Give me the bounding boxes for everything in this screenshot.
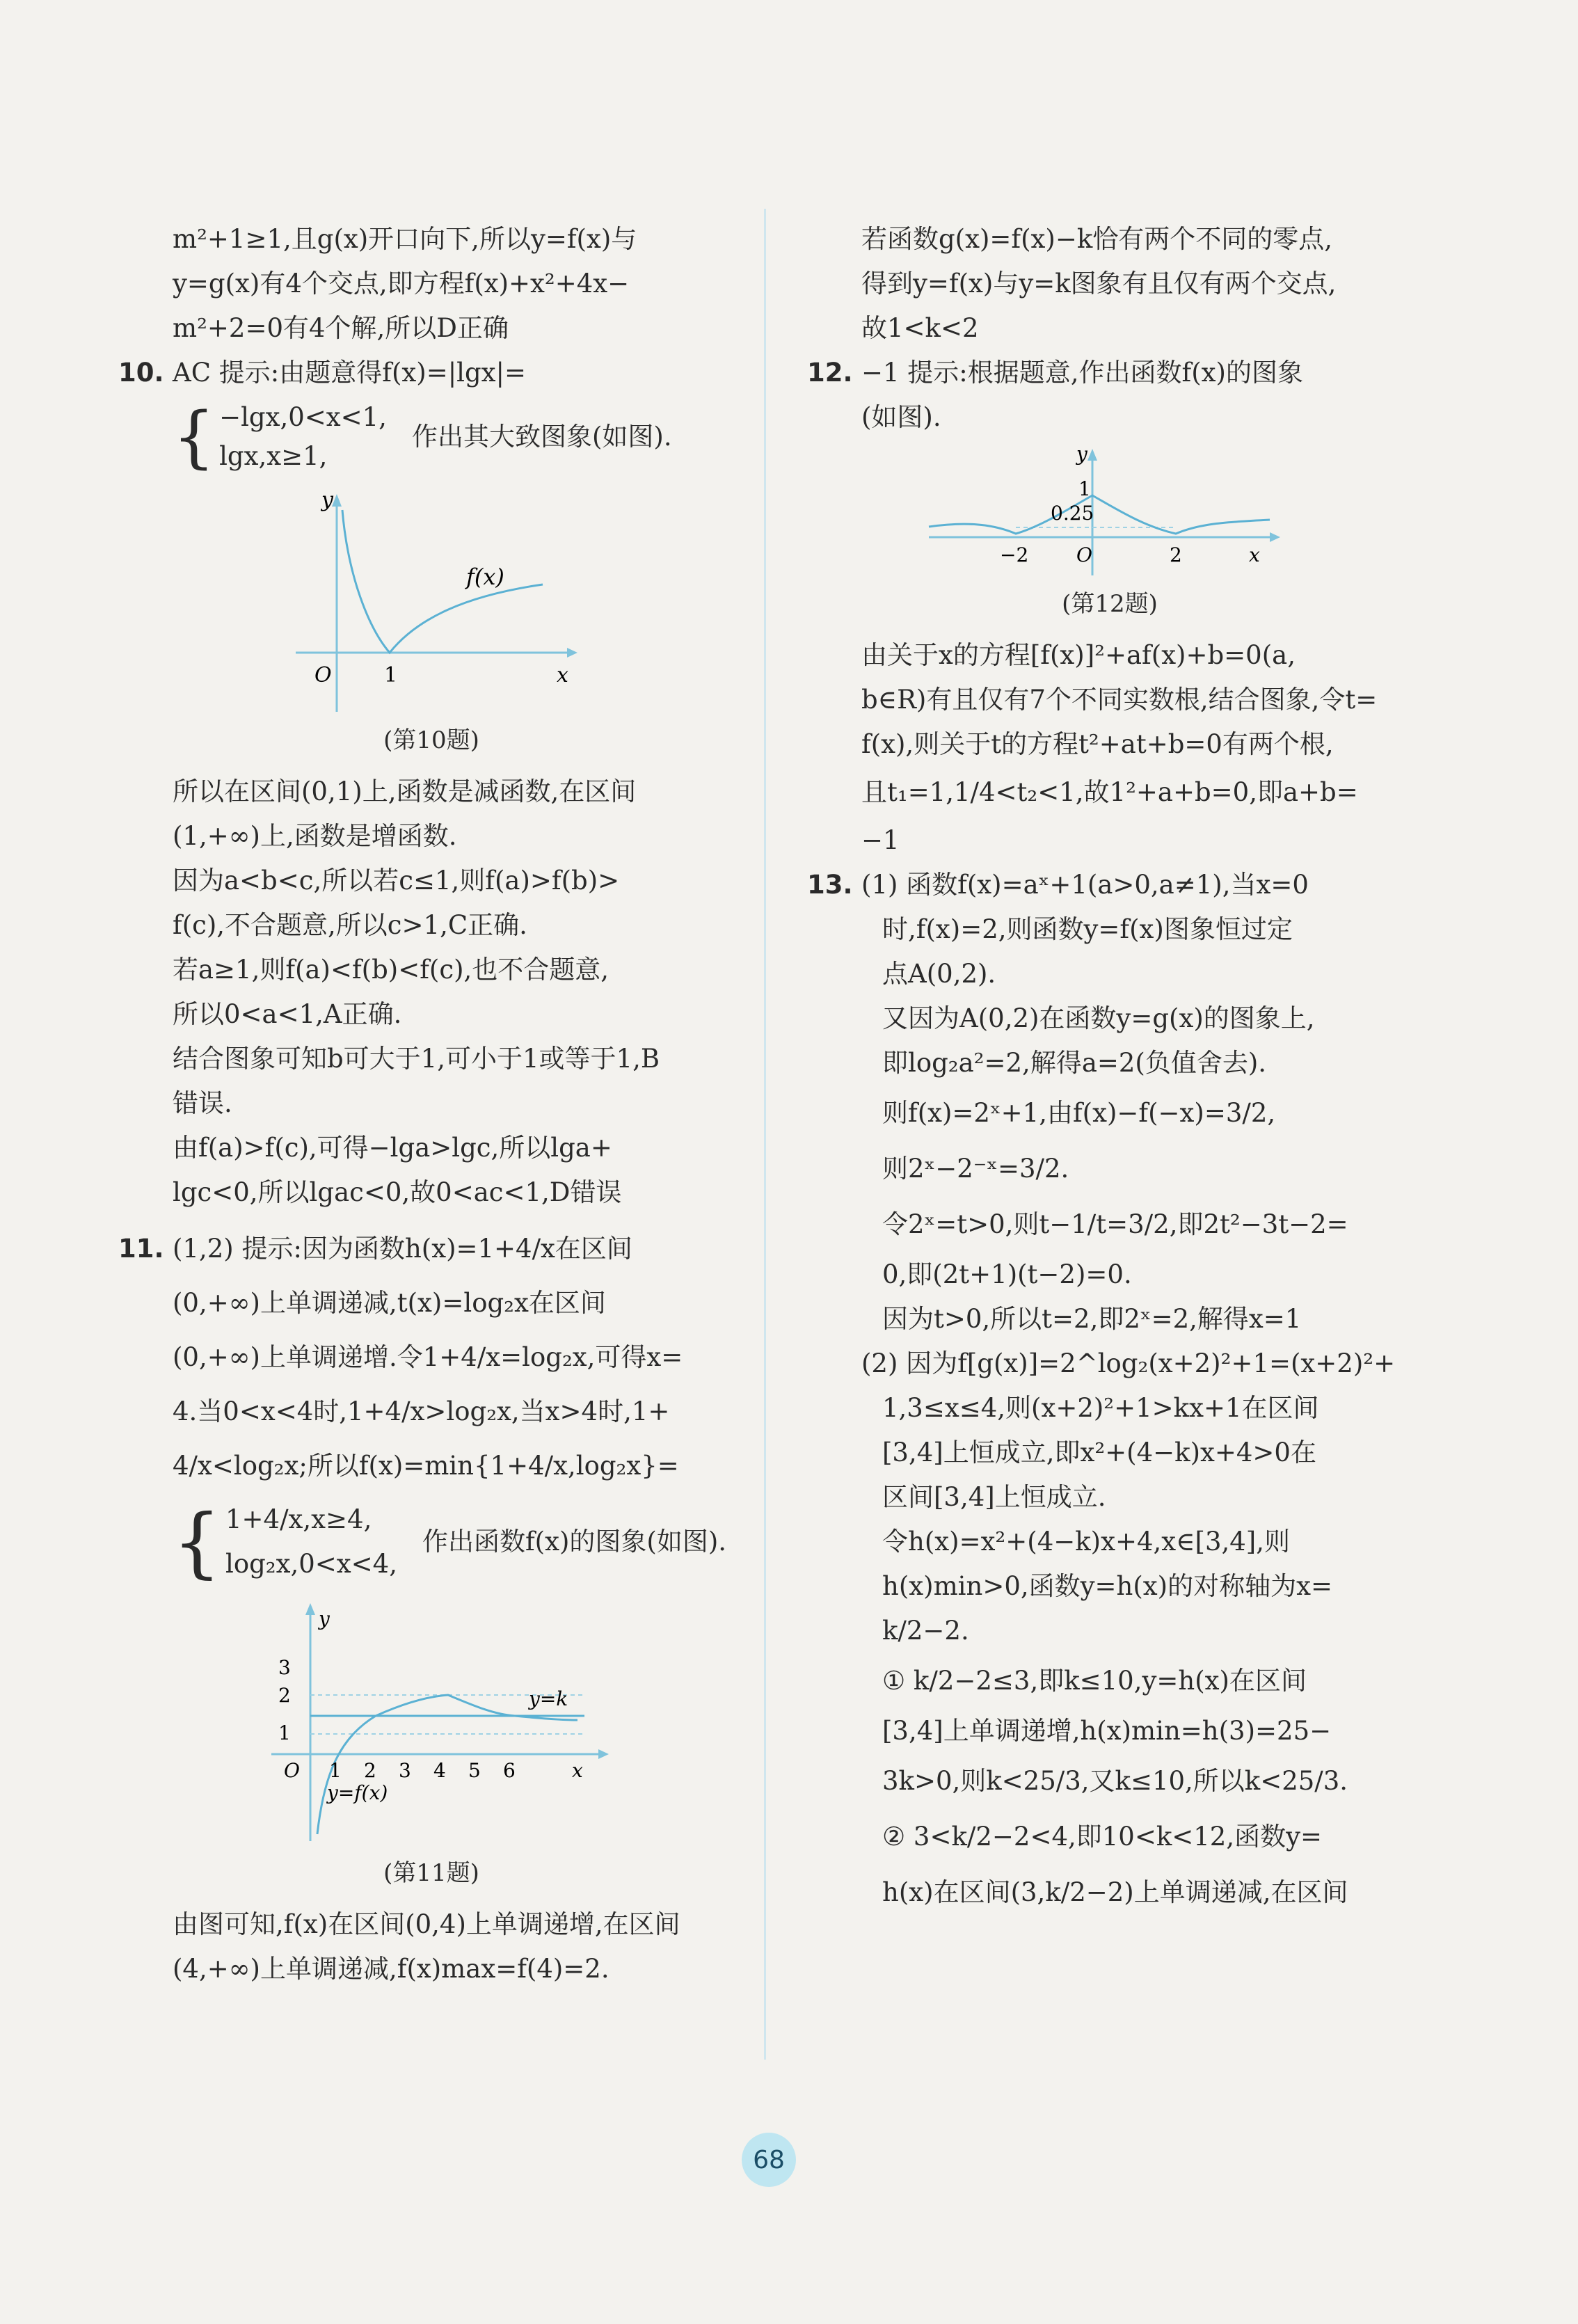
tick-label-x4: 4 — [433, 1759, 446, 1782]
x-axis-arrow — [567, 648, 577, 658]
case-line: log₂x,0<x<4, — [225, 1549, 397, 1579]
q11-number: 11. — [118, 1234, 164, 1264]
text-line: 错误. — [173, 1088, 232, 1118]
text-line: h(x)在区间(3,k/2−2)上单调递减,在区间 — [882, 1877, 1348, 1907]
tick-label-y3: 3 — [278, 1656, 291, 1679]
q10-piecewise — [118, 395, 744, 479]
brace: { — [173, 398, 216, 476]
q12-number: 12. — [807, 358, 853, 388]
text-line: lgc<0,所以lgac<0,故0<ac<1,D错误 — [173, 1177, 622, 1207]
text-line: (1) 函数f(x)=aˣ+1(a>0,a≠1),当x=0 — [861, 870, 1309, 900]
page-number: 68 — [742, 2133, 796, 2187]
text-line: ① k/2−2≤3,即k≤10,y=h(x)在区间 — [882, 1666, 1307, 1696]
text-line: 由关于x的方程[f(x)]²+af(x)+b=0(a, — [861, 640, 1296, 670]
text-line: b∈R)有且仅有7个不同实数根,结合图象,令t= — [861, 685, 1378, 715]
tick-label-1: 1 — [384, 663, 398, 687]
cases — [225, 1497, 397, 1586]
tick-label-1: 1 — [1078, 477, 1091, 500]
figure-caption: (第11题) — [383, 1859, 479, 1887]
text-line: (0,+∞)上单调递减,t(x)=log₂x在区间 — [173, 1288, 606, 1318]
figure-caption: (第10题) — [383, 726, 479, 754]
q10-figure — [278, 479, 584, 715]
text-line: m²+2=0有4个解,所以D正确 — [173, 313, 509, 343]
text-line: ② 3<k/2−2<4,即10<k<12,函数y= — [882, 1822, 1322, 1852]
text-line: (如图). — [861, 402, 941, 432]
text-line: 4.当0<x<4时,1+4/x>log₂x,当x>4时,1+ — [173, 1396, 670, 1426]
axis-label-x: x — [572, 1759, 583, 1782]
q12-head — [807, 351, 1412, 395]
case-line: 1+4/x,x≥4, — [225, 1504, 372, 1534]
text-line: (2) 因为f[g(x)]=2^log₂(x+2)²+1=(x+2)²+ — [861, 1348, 1396, 1378]
q11-piecewise — [118, 1493, 744, 1591]
q11-figure — [250, 1591, 612, 1848]
text-line: 故1<k<2 — [861, 313, 979, 343]
column-divider — [764, 209, 766, 2060]
text-line: [3,4]上恒成立,即x²+(4−k)x+4>0在 — [882, 1438, 1316, 1467]
q10-head-text: AC 提示:由题意得f(x)=|lgx|= — [173, 358, 527, 388]
text-line: (0,+∞)上单调递增.令1+4/x=log₂x,可得x= — [173, 1342, 683, 1372]
text-line: 由f(a)>f(c),可得−lga>lgc,所以lga+ — [173, 1133, 612, 1163]
tick-label-x1: 1 — [329, 1759, 342, 1782]
text-line: 4/x<log₂x;所以f(x)=min{1+4/x,log₂x}= — [173, 1451, 679, 1481]
right-column — [807, 217, 1412, 1920]
axis-label-y: y — [1076, 443, 1087, 465]
origin-label: O — [314, 663, 332, 687]
text-line: [3,4]上单调递增,h(x)min=h(3)=25− — [882, 1716, 1332, 1746]
q11-head — [118, 1222, 744, 1276]
label-y-equals-k: y=k — [529, 1687, 568, 1710]
text-line: 点A(0,2). — [882, 959, 996, 989]
y-axis-arrow — [1087, 449, 1097, 461]
tick-label-x2: 2 — [364, 1759, 376, 1782]
axis-label-y: y — [319, 1607, 330, 1630]
q10-after-cases: 作出其大致图象(如图). — [411, 422, 672, 452]
tick-label-x5: 5 — [468, 1759, 481, 1782]
axis-label-y: y — [321, 488, 333, 512]
left-column — [118, 217, 744, 1991]
axis-label-x: x — [1249, 543, 1260, 566]
text-line: 且t₁=1,1/4<t₂<1,故1²+a+b=0,即a+b= — [861, 777, 1358, 807]
text-line: 所以0<a<1,A正确. — [173, 999, 402, 1029]
q12-head-text: −1 提示:根据题意,作出函数f(x)的图象 — [861, 358, 1303, 388]
text-line: 得到y=f(x)与y=k图象有且仅有两个交点, — [861, 269, 1337, 299]
q11-after-cases: 作出函数f(x)的图象(如图). — [422, 1527, 727, 1557]
brace: { — [173, 1497, 221, 1586]
text-line: 0,即(2t+1)(t−2)=0. — [882, 1259, 1132, 1289]
text-line: 时,f(x)=2,则函数y=f(x)图象恒过定 — [882, 914, 1293, 944]
figure-caption: (第12题) — [1062, 590, 1158, 618]
text-line: 即log₂a²=2,解得a=2(负值舍去). — [882, 1048, 1267, 1078]
q10-head — [118, 351, 744, 395]
text-line: 令2ˣ=t>0,则t−1/t=3/2,即2t²−3t−2= — [882, 1209, 1348, 1239]
text-line: h(x)min>0,函数y=h(x)的对称轴为x= — [882, 1571, 1332, 1601]
text-line: 令h(x)=x²+(4−k)x+4,x∈[3,4],则 — [882, 1527, 1291, 1557]
origin-label: O — [1076, 543, 1092, 566]
text-line: 区间[3,4]上恒成立. — [882, 1482, 1106, 1512]
case-line: −lgx,0<x<1, — [219, 402, 387, 432]
tick-label-x6: 6 — [503, 1759, 516, 1782]
tick-label-x3: 3 — [399, 1759, 411, 1782]
x-axis-arrow — [1270, 532, 1280, 542]
cases — [219, 398, 387, 476]
text-line: 若函数g(x)=f(x)−k恰有两个不同的零点, — [861, 224, 1333, 254]
tick-label-neg2: −2 — [1000, 543, 1029, 566]
text-line: f(x),则关于t的方程t²+at+b=0有两个根, — [861, 729, 1334, 759]
text-line: −1 — [861, 825, 900, 855]
tick-label-2: 2 — [1170, 543, 1182, 566]
tick-label-y1: 1 — [278, 1721, 291, 1744]
y-axis-arrow — [305, 1603, 315, 1615]
axis-label-x: x — [557, 663, 568, 687]
x-axis-arrow — [598, 1749, 609, 1759]
curve-f — [342, 510, 543, 653]
text-line: y=g(x)有4个交点,即方程f(x)+x²+4x− — [173, 269, 630, 299]
q13-head — [807, 863, 1412, 907]
text-line: 则2ˣ−2⁻ˣ=3/2. — [882, 1154, 1069, 1184]
q13-number: 13. — [807, 870, 853, 900]
text-line: 由图可知,f(x)在区间(0,4)上单调递增,在区间 — [173, 1909, 680, 1939]
text-line: 则f(x)=2ˣ+1,由f(x)−f(−x)=3/2, — [882, 1098, 1276, 1128]
text-line: k/2−2. — [882, 1616, 969, 1646]
origin-label: O — [284, 1759, 300, 1782]
text-line: m²+1≥1,且g(x)开口向下,所以y=f(x)与 — [173, 224, 637, 254]
tick-label-0-25: 0.25 — [1051, 502, 1094, 525]
text-line: 1,3≤x≤4,则(x+2)²+1>kx+1在区间 — [882, 1393, 1319, 1423]
text-line: 因为a<b<c,所以若c≤1,则f(a)>f(b)> — [173, 866, 620, 896]
text-line: 3k>0,则k<25/3,又k≤10,所以k<25/3. — [882, 1766, 1348, 1796]
text-line: 若a≥1,则f(a)<f(b)<f(c),也不合题意, — [173, 955, 609, 985]
q12-figure — [922, 440, 1298, 579]
text-line: 所以在区间(0,1)上,函数是减函数,在区间 — [173, 777, 637, 806]
case-line: lgx,x≥1, — [219, 441, 328, 471]
text-line: 因为t>0,所以t=2,即2ˣ=2,解得x=1 — [882, 1304, 1302, 1334]
y-axis-arrow — [332, 494, 342, 507]
curve-f — [929, 495, 1270, 534]
text-line: (1,2) 提示:因为函数h(x)=1+4/x在区间 — [173, 1234, 632, 1264]
curve-label: f(x) — [466, 564, 504, 590]
text-line: 结合图象可知b可大于1,可小于1或等于1,B — [173, 1044, 660, 1074]
text-line: (4,+∞)上单调递减,f(x)max=f(4)=2. — [173, 1954, 609, 1984]
text-line: (1,+∞)上,函数是增函数. — [173, 821, 457, 851]
text-line: f(c),不合题意,所以c>1,C正确. — [173, 910, 527, 940]
label-y-equals-fx: y=f(x) — [327, 1781, 388, 1804]
q10-number: 10. — [118, 358, 164, 388]
text-line: 又因为A(0,2)在函数y=g(x)的图象上, — [882, 1003, 1315, 1033]
tick-label-y2: 2 — [278, 1684, 291, 1707]
